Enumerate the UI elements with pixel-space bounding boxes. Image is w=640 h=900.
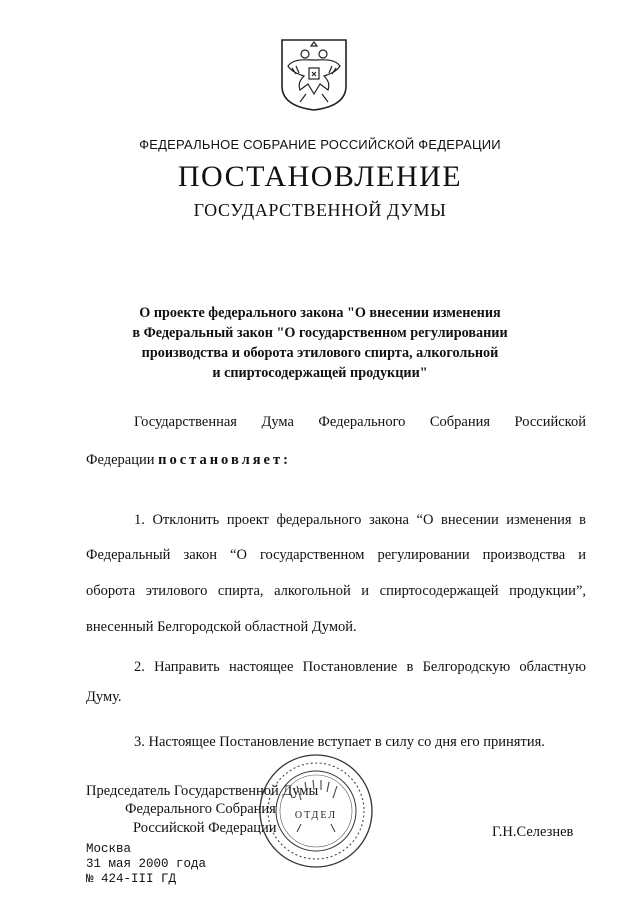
- signatory-name: Г.Н.Селезнев: [492, 824, 574, 840]
- signatory-title-line: Федерального Собрания: [125, 801, 276, 817]
- document-subject: [0, 303, 640, 383]
- subject-line: и спиртосодержащей продукции": [212, 365, 428, 381]
- item2-line: 2. Направить настоящее Постановление в Белгородскую областную: [134, 659, 586, 675]
- coat-of-arms-emblem-icon: [278, 36, 350, 112]
- subject-line: О проекте федерального закона "О внесении изменения: [139, 305, 501, 321]
- item3-line: 3. Настоящее Постановление вступает в силу со дня его принятия.: [134, 734, 545, 750]
- signatory-title-line: Председатель Государственной Думы: [86, 783, 319, 799]
- item1-line: 1. Отклонить проект федерального закона “О внесении изменения в: [134, 512, 586, 528]
- item1-line: внесенный Белгородской областной Думой.: [86, 619, 357, 635]
- document-date: 31 мая 2000 года: [86, 857, 207, 871]
- assembly-heading: ФЕДЕРАЛЬНОЕ СОБРАНИЕ РОССИЙСКОЙ ФЕДЕРАЦИИ: [139, 137, 501, 152]
- stamp-center-text: ОТДЕЛ: [294, 810, 338, 821]
- preamble-line: [86, 452, 586, 469]
- issuing-body-title: ГОСУДАРСТВЕННОЙ ДУМЫ: [193, 200, 447, 220]
- signatory-title-line: Российской Федерации: [133, 820, 277, 836]
- item1-line: оборота этилового спирта, алкогольной и спиртосодержащей продукции”,: [86, 583, 586, 599]
- document-type-title: ПОСТАНОВЛЕНИЕ: [177, 160, 463, 193]
- document-number: № 424-III ГД: [86, 872, 177, 886]
- subject-line: производства и оборота этилового спирта, алкогольной: [141, 345, 499, 361]
- preamble-text: Федерации: [86, 452, 155, 468]
- resolves-keyword: постановляет:: [158, 452, 291, 468]
- item1-line: Федеральный закон “О государственном регулировании производства и: [86, 547, 586, 563]
- item2-line: Думу.: [86, 689, 122, 705]
- subject-line: в Федеральный закон "О государственном регулировании: [132, 325, 508, 341]
- official-stamp-icon: [257, 752, 375, 870]
- preamble-line: Государственная Дума Федерального Собрания Российской: [134, 414, 586, 430]
- place-city: Москва: [86, 842, 132, 856]
